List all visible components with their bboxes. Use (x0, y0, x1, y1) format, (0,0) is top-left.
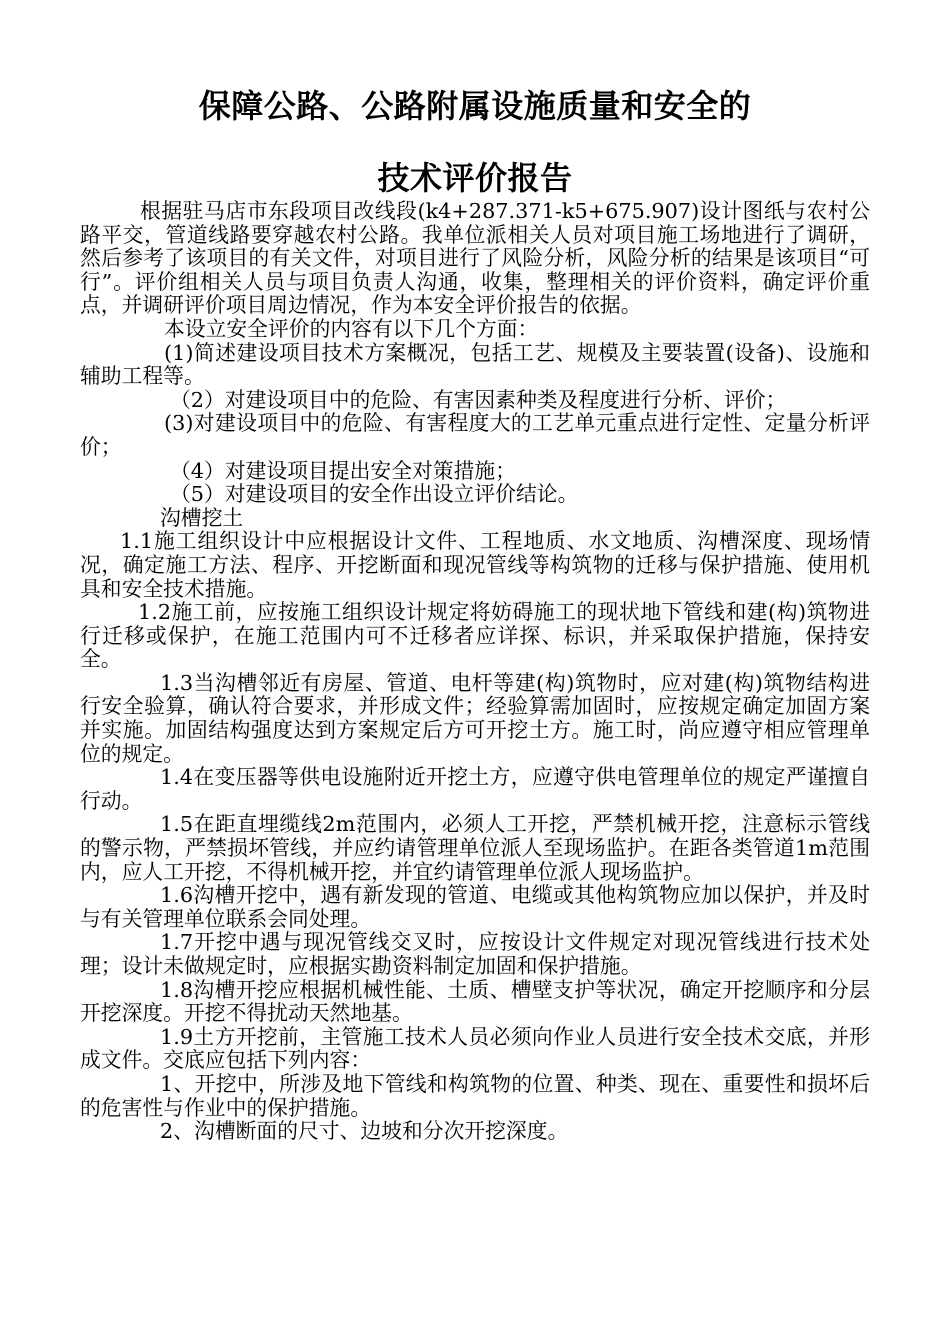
paragraph-list-1: 1、开挖中，所涉及地下管线和构筑物的位置、种类、现在、重要性和损坏后的危害性与作业中的保护措施。 (80, 1071, 870, 1120)
document-title-line-2: 技术评价报告 (377, 159, 573, 197)
section-heading-trench: 沟槽挖土 (160, 505, 244, 530)
paragraph-item-4: （4）对建设项目提出安全对策措施； (170, 458, 516, 483)
paragraph-scope: 本设立安全评价的内容有以下几个方面： (164, 316, 539, 341)
paragraph-list-2: 2、沟槽断面的尺寸、边坡和分次开挖深度。 (160, 1119, 569, 1144)
document-page (80, 84, 870, 1144)
paragraph-1-1: 1.1施工组织设计中应根据设计文件、工程地质、水文地质、沟槽深度、现场情况，确定施工方法、程序、开挖断面和现况管线等构筑物的迁移与保护措施、使用机具和安全技术措施。 (80, 529, 870, 601)
paragraph-item-3: (3)对建设项目中的危险、有害程度大的工艺单元重点进行定性、定量分析评价； (80, 411, 870, 459)
paragraph-item-5: （5）对建设项目的安全作出设立评价结论。 (170, 482, 579, 507)
paragraph-item-1: (1)简述建设项目技术方案概况，包括工艺、规模及主要装置(设备)、设施和辅助工程等。 (80, 340, 870, 389)
paragraph-1-5: 1.5在距直埋缆线2m范围内，必须人工开挖，严禁机械开挖，注意标示管线的警示物，严禁损坏管线，并应约请管理单位派人至现场监护。在距各类管道1m范围内，应人工开挖，不得机械开挖，并宜约请管理单位派人现场监护。 (80, 812, 870, 884)
paragraph-intro: 根据驻马店市东段项目改线段(k4+287.371-k5+675.907)设计图纸与农村公路平交，管道线路要穿越农村公路。我单位派相关人员对项目施工场地进行了调研，然后参考了该项目的有关文件，对项目进行了风险分析，风险分析的结果是该项目“可行”。评价组相关人员与项目负责人沟通，收集，整理相关的评价资料，确定评价重点，并调研评价项目周边情况，作为本安全评价报告的依据。 (80, 199, 870, 318)
paragraph-1-8: 1.8沟槽开挖应根据机械性能、土质、槽壁支护等状况，确定开挖顺序和分层开挖深度。开挖不得扰动天然地基。 (80, 977, 870, 1026)
paragraph-1-2: 1.2施工前，应按施工组织设计规定将妨碍施工的现状地下管线和建(构)筑物进行迁移或保护，在施工范围内可不迁移者应详探、标识，并采取保护措施，保持安全。 (80, 600, 870, 672)
paragraph-1-3: 1.3当沟槽邻近有房屋、管道、电杆等建(构)筑物时，应对建(构)筑物结构进行安全验算，确认符合要求，并形成文件；经验算需加固时，应按规定确定加固方案并实施。加固结构强度达到方案规定后方可开挖土方。施工时，尚应遵守相应管理单位的规定。 (80, 670, 870, 766)
paragraph-1-6: 1.6沟槽开挖中，遇有新发现的管道、电缆或其他构筑物应加以保护，并及时与有关管理单位联系会同处理。 (80, 883, 870, 931)
paragraph-1-4: 1.4在变压器等供电设施附近开挖土方，应遵守供电管理单位的规定严谨擅自行动。 (80, 765, 870, 813)
paragraph-1-7: 1.7开挖中遇与现况管线交叉时，应按设计文件规定对现况管线进行技术处理；设计未做规定时，应根据实勘资料制定加固和保护措施。 (80, 930, 870, 978)
paragraph-item-2: （2）对建设项目中的危险、有害因素种类及程度进行分析、评价； (170, 387, 787, 412)
paragraph-1-9: 1.9土方开挖前，主管施工技术人员必须向作业人员进行安全技术交底，并形成文件。交底应包括下列内容： (80, 1024, 870, 1073)
document-title-line-1: 保障公路、公路附属设施质量和安全的 (198, 87, 752, 125)
